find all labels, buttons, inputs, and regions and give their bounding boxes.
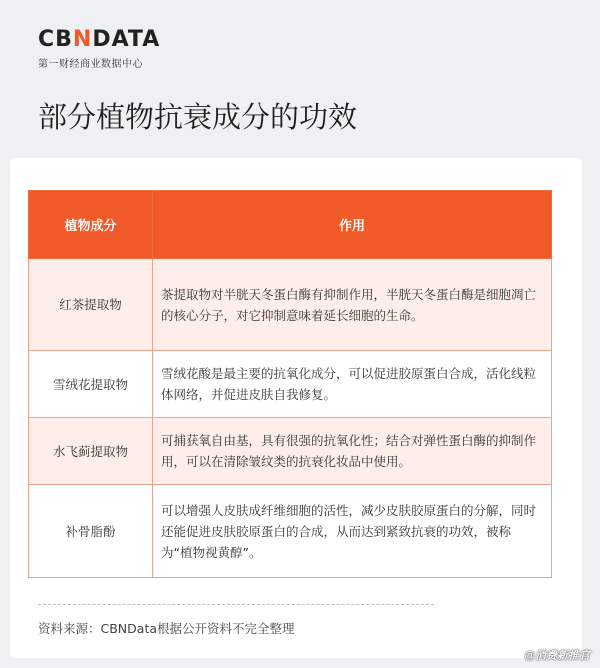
ingredient-name: 红茶提取物 xyxy=(29,259,153,351)
source-note: 资料来源：CBNData根据公开资料不完全整理 xyxy=(38,621,295,636)
ingredients-table xyxy=(28,190,552,578)
table-header-row xyxy=(29,191,552,259)
header-ingredient: 植物成分 xyxy=(29,191,153,259)
watermark-credit: @消费新推官 xyxy=(524,650,590,662)
logo-wordmark: CBNDATA xyxy=(38,27,161,52)
ingredient-name: 水飞蓟提取物 xyxy=(29,418,153,485)
ingredient-effect: 可以增强人皮肤成纤维细胞的活性，减少皮肤胶原蛋白的分解，同时还能促进皮肤胶原蛋白的合成，从而达到紧致抗衰的功效，被称为“植物视黄醇”。 xyxy=(153,485,552,578)
ingredient-name: 雪绒花提取物 xyxy=(29,351,153,418)
table-row xyxy=(29,259,552,351)
table-row xyxy=(29,418,552,485)
ingredient-name: 补骨脂酚 xyxy=(29,485,153,578)
ingredient-effect: 雪绒花酸是最主要的抗氧化成分，可以促进胶原蛋白合成，活化线粒体网络，并促进皮肤自我修复。 xyxy=(153,351,552,418)
page-title: 部分植物抗衰成分的功效 xyxy=(38,100,358,134)
ingredient-effect: 可捕获氧自由基，具有很强的抗氧化性；结合对弹性蛋白酶的抑制作用，可以在清除皱纹类的抗衰化妆品中使用。 xyxy=(153,418,552,485)
cbndata-logo xyxy=(38,28,160,70)
table-row xyxy=(29,351,552,418)
header-effect: 作用 xyxy=(153,191,552,259)
ingredient-effect: 茶提取物对半胱天冬蛋白酶有抑制作用，半胱天冬蛋白酶是细胞凋亡的核心分子，对它抑制意味着延长细胞的生命。 xyxy=(153,259,552,351)
logo-subtitle: 第一财经商业数据中心 xyxy=(38,59,143,70)
source-divider xyxy=(38,604,434,605)
table-row xyxy=(29,485,552,578)
bottom-strip xyxy=(0,658,600,668)
